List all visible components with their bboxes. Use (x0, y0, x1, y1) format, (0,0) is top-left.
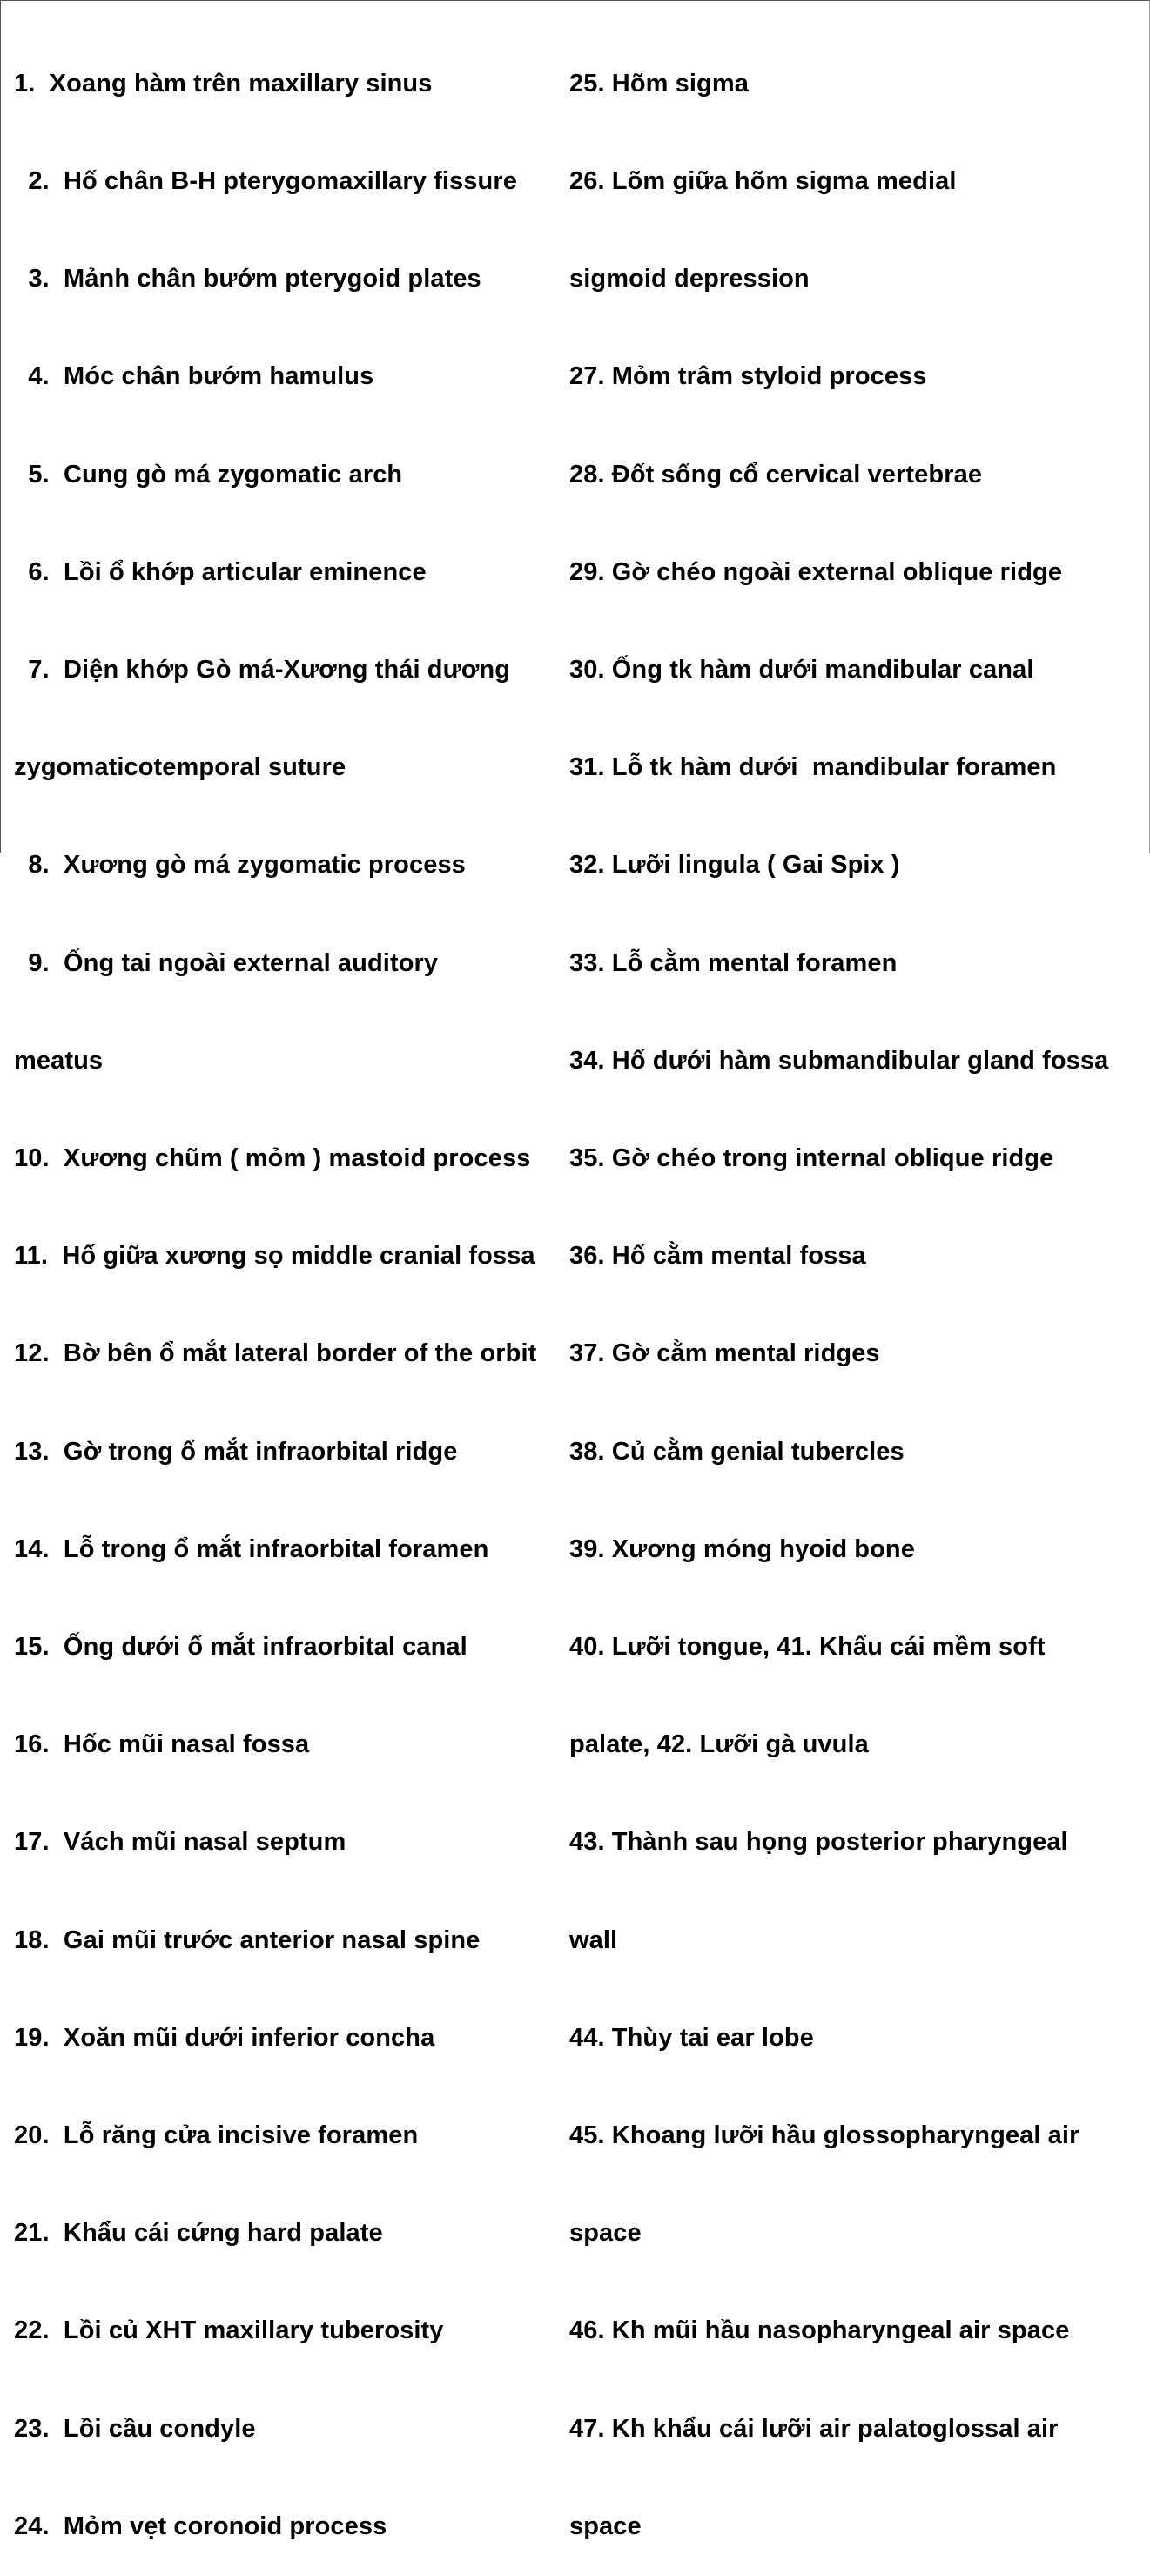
legend-line: 8. Xương gò má zygomatic process (14, 851, 466, 880)
legend-line: 32. Lưỡi lingula ( Gai Spix ) (569, 851, 900, 880)
legend-line: 15. Ống dưới ổ mắt infraorbital canal (14, 1633, 467, 1662)
legend-line: 34. Hố dưới hàm submandibular gland fossa (569, 1046, 1109, 1075)
legend-line: 3. Mảnh chân bướm pterygoid plates (14, 265, 481, 293)
legend-line: space (569, 2219, 642, 2248)
legend-line: 10. Xương chũm ( mỏm ) mastoid process (14, 1144, 531, 1173)
legend-line: 26. Lõm giữa hõm sigma medial (569, 167, 957, 196)
legend-line: space (569, 2512, 642, 2540)
legend-line: 9. Ống tai ngoài external auditory (14, 948, 439, 977)
legend-line: zygomaticotemporal suture (14, 753, 346, 782)
legend-line: 19. Xoăn mũi dưới inferior concha (14, 2023, 435, 2052)
legend-line: palate, 42. Lưỡi gà uvula (569, 1730, 869, 1759)
legend-line: meatus (14, 1046, 104, 1075)
legend-line: 7. Diện khớp Gò má-Xương thái dương (14, 656, 511, 684)
legend-line: 22. Lồi củ XHT maxillary tuberosity (14, 2316, 444, 2345)
legend-line: 43. Thành sau họng posterior pharyngeal (569, 1828, 1068, 1857)
legend-line: wall (569, 1925, 618, 1954)
legend-line: 12. Bờ bên ổ mắt lateral border of the orbit (14, 1339, 537, 1368)
legend-line: 44. Thùy tai ear lobe (569, 2023, 814, 2052)
legend-line: 25. Hõm sigma (569, 69, 749, 98)
legend-line: 20. Lỗ răng cửa incisive foramen (14, 2121, 419, 2150)
legend-line: 4. Móc chân bướm hamulus (14, 362, 374, 391)
legend-line: 1. Xoang hàm trên maxillary sinus (14, 69, 433, 98)
right-legend-column (569, 3, 1147, 2576)
legend-line: 33. Lỗ cằm mental foramen (569, 948, 898, 977)
legend-line: 28. Đốt sống cổ cervical vertebrae (569, 460, 983, 489)
legend-line: 21. Khẩu cái cứng hard palate (14, 2219, 383, 2248)
legend-line: 2. Hố chân B-H pterygomaxillary fissure (14, 167, 517, 196)
legend-line: 47. Kh khẩu cái lưỡi air palatoglossal air (569, 2414, 1059, 2443)
legend-line: 30. Ống tk hàm dưới mandibular canal (569, 656, 1034, 684)
legend-line: 39. Xương móng hyoid bone (569, 1534, 915, 1563)
legend-line: 17. Vách mũi nasal septum (14, 1828, 346, 1857)
legend-line: 11. Hố giữa xương sọ middle cranial fossa (14, 1242, 535, 1271)
legend-line: 23. Lồi cầu condyle (14, 2414, 256, 2443)
legend-line: 16. Hốc mũi nasal fossa (14, 1730, 310, 1759)
legend-line: 27. Mỏm trâm styloid process (569, 362, 927, 391)
legend-line: 18. Gai mũi trước anterior nasal spine (14, 1925, 481, 1954)
legend-line: 5. Cung gò má zygomatic arch (14, 460, 403, 489)
legend-line: 36. Hố cằm mental fossa (569, 1242, 866, 1271)
legend-line: 24. Mỏm vẹt coronoid process (14, 2512, 387, 2540)
legend-line: 29. Gờ chéo ngoài external oblique ridge (569, 557, 1063, 586)
legend-line: 37. Gờ cằm mental ridges (569, 1339, 880, 1368)
legend-line: 40. Lưỡi tongue, 41. Khẩu cái mềm soft (569, 1633, 1046, 1662)
legend-line: 35. Gờ chéo trong internal oblique ridge (569, 1144, 1054, 1173)
legend-line: 31. Lỗ tk hàm dưới mandibular foramen (569, 753, 1057, 782)
legend-line: 6. Lồi ổ khớp articular eminence (14, 557, 427, 586)
legend-line: 45. Khoang lưỡi hầu glossopharyngeal air (569, 2121, 1079, 2150)
legend-line: 14. Lỗ trong ổ mắt infraorbital foramen (14, 1534, 489, 1563)
left-legend-column (14, 3, 571, 2576)
legend-line: 46. Kh mũi hầu nasopharyngeal air space (569, 2316, 1070, 2345)
legend-line: sigmoid depression (569, 265, 810, 293)
legend-line: 38. Củ cằm genial tubercles (569, 1437, 905, 1466)
legend-line: 13. Gờ trong ổ mắt infraorbital ridge (14, 1437, 458, 1466)
